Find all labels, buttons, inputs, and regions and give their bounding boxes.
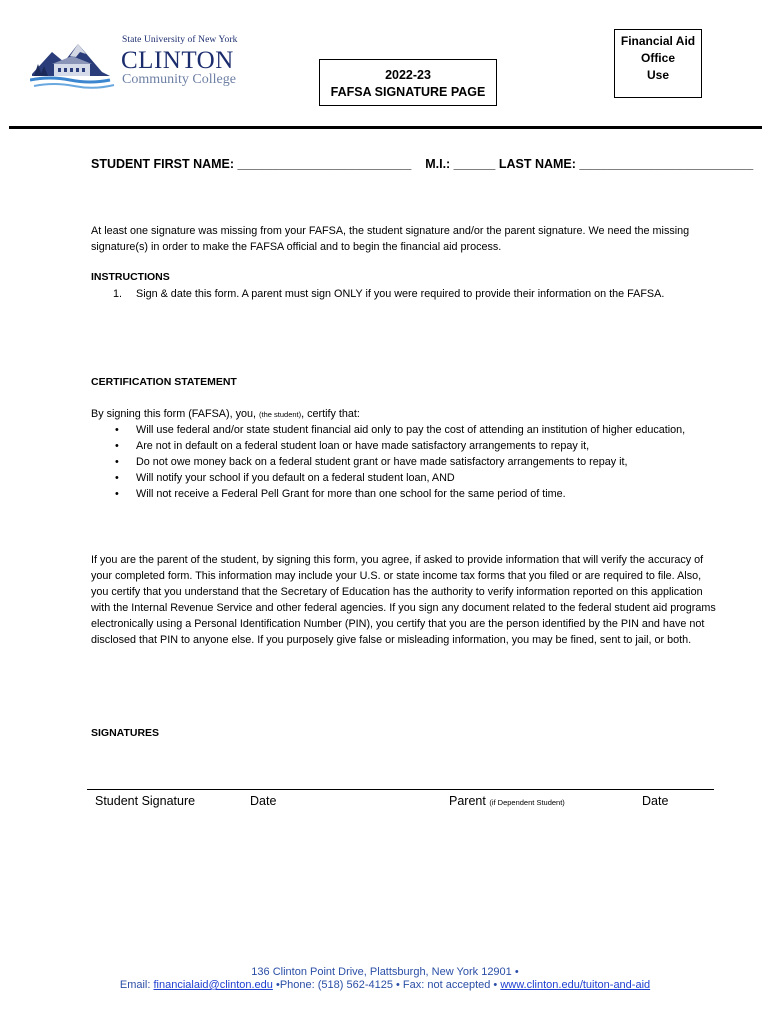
- certification-bullet: • Are not in default on a federal student loan or have made satisfactory arrangements to repay it,: [115, 440, 590, 452]
- form-title: FAFSA SIGNATURE PAGE: [330, 85, 486, 99]
- header-divider: [9, 126, 762, 129]
- parent-label-text: Parent: [449, 794, 486, 808]
- logo-cc-text: Community College: [122, 72, 236, 87]
- office-use-line3: Use: [646, 68, 669, 82]
- footer-email-link[interactable]: financialaid@clinton.edu: [153, 979, 273, 991]
- instruction-item: [91, 286, 711, 302]
- footer-email-label: Email:: [119, 979, 154, 991]
- footer-phone-fax: •Phone: (518) 562-4125 • Fax: not accepted •: [272, 979, 501, 991]
- certification-bullet: • Will use federal and/or state student financial aid only to pay the cost of attending an institution of higher education,: [115, 424, 686, 436]
- certification-heading: CERTIFICATION STATEMENT: [91, 376, 237, 388]
- footer-contact: [0, 979, 770, 991]
- parent-label-note: (if Dependent Student): [489, 798, 565, 807]
- certification-bullet: • Will notify your school if you default on a federal student loan, AND: [115, 472, 455, 484]
- certification-bullets: [91, 422, 716, 502]
- form-year: 2022-23: [385, 68, 431, 82]
- signature-line[interactable]: [87, 789, 714, 790]
- footer-address: 136 Clinton Point Drive, Plattsburgh, New York 12901 •: [251, 966, 519, 978]
- instructions-list: [91, 286, 711, 302]
- instructions-heading: INSTRUCTIONS: [91, 271, 170, 283]
- certification-lead-a: By signing this form (FAFSA), you,: [91, 408, 260, 420]
- certification-bullet: • Will not receive a Federal Pell Grant for more than one school for the same period of time.: [115, 488, 566, 500]
- instruction-text: Sign & date this form. A parent must sign ONLY if you were required to provide their information on the FAFSA.: [136, 288, 665, 300]
- instruction-number: 1.: [113, 288, 123, 300]
- bullet-text: Will use federal and/or state student financial aid only to pay the cost of attending an institution of higher education,: [136, 424, 686, 436]
- office-use-box: [614, 29, 702, 98]
- intro-paragraph: At least one signature was missing from your FAFSA, the student signature and/or the parent signature. We need the missing signature(s) in order to make the FAFSA official and to begin the financial aid process.: [91, 225, 690, 253]
- logo-clinton-text: CLINTON: [121, 47, 234, 74]
- bullet-text: Are not in default on a federal student loan or have made satisfactory arrangements to repay it,: [136, 440, 590, 452]
- certification-bullet: • Do not owe money back on a federal student grant or have made satisfactory arrangements to repay it,: [115, 456, 628, 468]
- logo-suny-text: State University of New York: [122, 35, 238, 45]
- student-name-fields[interactable]: STUDENT FIRST NAME: _________________________ M.I.: ______ LAST NAME: _________________________: [91, 157, 754, 171]
- certification-lead-b: , certify that:: [301, 408, 360, 420]
- bullet-text: Do not owe money back on a federal student grant or have made satisfactory arrangements to repay it,: [136, 456, 628, 468]
- parent-signature-label: [449, 794, 565, 808]
- office-use-line2: Office: [640, 51, 675, 65]
- certification-lead-note: (the student): [259, 410, 302, 419]
- form-title-box: [319, 59, 497, 106]
- bullet-text: Will notify your school if you default on a federal student loan, AND: [136, 472, 455, 484]
- bullet-text: Will not receive a Federal Pell Grant for more than one school for the same period of time.: [136, 488, 566, 500]
- student-signature-label: Student Signature: [95, 794, 196, 808]
- signatures-heading: SIGNATURES: [91, 727, 160, 739]
- parent-date-label: Date: [642, 794, 669, 808]
- parent-certification-paragraph: If you are the parent of the student, by signing this form, you agree, if asked to provide information that will verify the accuracy of your completed form. This information may include your U.S. or state income tax forms that you filed or are required to file. Also, you certify that you understand that the Secretary of Education has the authority to verify information reported on this application with the Internal Revenue Service and other federal agencies. If you sign any document related to the federal student aid programs electronically using a Personal Identification Number (PIN), you certify that you are the person identified by the PIN and have not disclosed that PIN to anyone else. If you purposely give false or misleading information, you may be fined, sent to jail, or both.: [91, 554, 716, 646]
- office-use-line1: Financial Aid: [620, 34, 696, 48]
- student-date-label: Date: [250, 794, 277, 808]
- footer-website-link[interactable]: www.clinton.edu/tuiton-and-aid: [500, 979, 651, 991]
- certification-lead: [91, 406, 711, 423]
